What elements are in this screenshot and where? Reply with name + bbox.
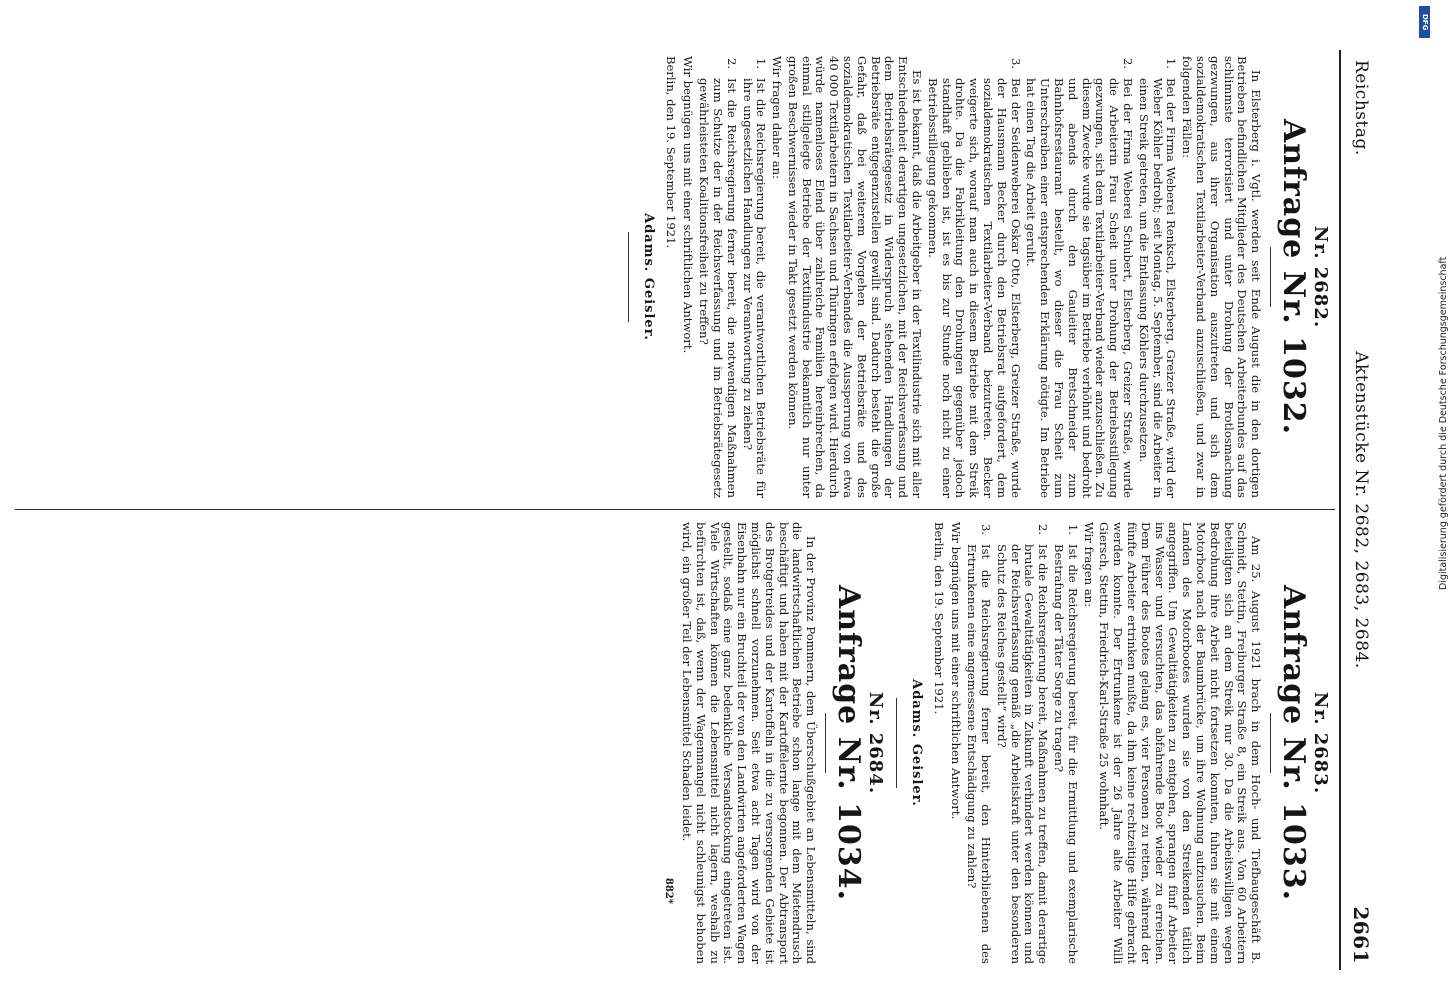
- section-end-rule: [628, 232, 629, 322]
- closing-line: Wir begnügen uns mit einer schriftlichen Antwort.: [681, 56, 696, 354]
- header-left: Reichstag.: [1351, 60, 1371, 156]
- header-rule: [1339, 50, 1341, 970]
- column-separator: [15, 509, 1335, 510]
- item-number: 1.: [754, 58, 769, 70]
- question-item: [740, 56, 768, 498]
- item-number: 1.: [1164, 58, 1179, 70]
- title-rule: [825, 713, 826, 773]
- item-number: 3.: [1008, 58, 1023, 70]
- printer-signature: 882*: [663, 877, 675, 904]
- intro-paragraph-2: In der Provinz Pommern, dem Überschußgebiet an Lebensmitteln, sind die landwirtschaftlichen Betriebe schon lange mit dem Mietendrusch beschäftigt und haben mit der Kartoffelernte begonnen. Der Abtransport des Brotgetreides und der Kartoffeln in die zu versorgenden Gebiete ist möglichst schnell vorzunehmen. Seit etwa acht Tagen wird von der Eisenbahn nur ein Bruchteil der von den Landwirten angeforderten Wagen gestellt, sodaß eine ganz bedenkliche Versandstockung eingetreten ist. Viele Wirtschaften können die Lebensmittel nicht lagern, weshalb zu befürchten ist, daß, wenn der Wagenmangel nicht schleunigst behoben wird, ein großer Teil der Lebensmittel Schaden leidet.: [680, 522, 819, 964]
- item-number: 2.: [1036, 524, 1051, 536]
- intro-paragraph: In Elsterberg i. Vgtl. werden seit Ende August die in den dortigen Betrieben befindlichen Mitglieder des Deutschen Arbeiterbundes auf das schlimmste terrorisiert und unter Drohung der Brotlosmachung gezwungen, aus ihrer Organisation auszutreten und sich dem sozialdemokratischen Textilarbeiter-Verband anzuschließen, und zwar in folgenden Fällen:: [1180, 56, 1264, 498]
- running-header: [1343, 50, 1375, 970]
- item-text: Ist die Reichsregierung ferner bereit, den Hinterbliebenen des Ertrunkenen eine angemessene Entschädigung zu zahlen?: [965, 544, 994, 964]
- question-item: [1051, 522, 1079, 964]
- signatories: Adams. Geisler.: [908, 679, 924, 807]
- digitization-attribution: Digitalisierung gefördert durch die Deutsche Forschungsgemeinschaft: [1438, 256, 1449, 590]
- rotated-document-page: [5, 50, 1375, 970]
- question-intro: Wir fragen daher an:: [770, 56, 785, 180]
- intro-paragraph: Am 25. August 1921 brach in dem Hoch- und Tiefbaugeschäft B. Schmidt, Stettin, Freiburger Straße 8, ein Streik aus. Von 60 Arbeitern beteiligten sich an dem Streik nur 30. Da die Arbeitswilligen wegen Bedrohung ihre Arbeit nicht fortsetzen konnten, fuhren sie mit einem Motorboot nach der Baumbrücke, um ihre Wohnung aufzusuchen. Beim Landen des Motorbootes wurden sie von den Streikenden tätlich angegriffen. Um Gewalttätigkeiten zu entgehen, sprangen fünf Arbeiter ins Wasser und versuchten, das abfahrende Boot wieder zu erreichen. Dem Führer des Bootes gelang es, vier Personen zu retten, während der fünfte Arbeiter ertrinken mußte, da ihm keine rechtzeitige Hilfe gebracht werden konnte. Der Ertrunkene ist der 26 Jahre alte Arbeiter Willi Giersch, Stettin, Friedrich-Karl-Straße 25 wohnhaft.: [1097, 522, 1264, 964]
- document-title-2: Anfrage Nr. 1034.: [831, 584, 867, 902]
- closing-line: Wir begnügen uns mit einer schriftlichen Antwort.: [949, 522, 964, 820]
- list-item: [925, 56, 1022, 498]
- right-column: [662, 522, 1331, 964]
- item-text: Bei der Firma Weberei Schubert, Elsterberg, Greizer Straße, wurde die Arbeiterin Frau Scheit unter Drohung der Betriebsstillegung gezwungen, sich dem Textilarbeiter-Verband wieder anzuschließen. Zu diesem Zwecke wurde sie tagsüber im Betriebe verhöhnt und bedroht und abends durch den Gauleiter Bretschneider zum Bahnhofsrestaurant bestellt, wo dieser die Frau Scheit zum Unterschreiben einer entsprechenden Erklärung nötigte. Im Betriebe hat einen Tag die Arbeit geruht.: [1024, 78, 1136, 498]
- left-column: [628, 56, 1331, 498]
- title-rule: [1270, 713, 1271, 773]
- item-text: Bei der Firma Weberei Renksch, Elsterberg, Greizer Straße, wird der Weber Köhler bedroht; seit Montag, 5. September, sind die Arbeiter in einen Streik getreten, um die Entlassung Köhlers durchzusetzen.: [1136, 78, 1179, 498]
- item-number: 3.: [979, 524, 994, 536]
- header-center: Aktenstücke Nr. 2682, 2683, 2684.: [1351, 351, 1371, 669]
- dfg-logo-icon: DFG: [1419, 6, 1430, 38]
- date-line: Berlin, den 19. September 1921.: [931, 522, 946, 715]
- document-number-2: Nr. 2684.: [865, 691, 887, 795]
- item-number: 2.: [724, 58, 739, 70]
- title-rule: [1270, 247, 1271, 307]
- page-number: 2661: [1349, 906, 1373, 964]
- item-text: Ist die Reichsregierung bereit, für die Ermittlung und exemplarische Bestrafung der Täter Sorge zu tragen?: [1052, 544, 1080, 964]
- signatories: Adams. Geisler.: [640, 213, 656, 341]
- document-title: Anfrage Nr. 1032.: [1276, 118, 1312, 436]
- item-number: 1.: [1065, 524, 1080, 536]
- list-item: [1136, 56, 1177, 498]
- question-item: [696, 56, 737, 498]
- question-item: [964, 522, 992, 964]
- item-text: Bei der Seidenweberei Oskar Otto, Elsterberg, Greizer Straße, wurde der Hausmann Becker durch den Betriebsrat aufgefordert, dem sozialdemokratischen Textilarbeiter-Verband beizutreten. Becker weigerte sich, worauf man auch in diesem Betriebe mit dem Streik drohte. Da die Fabrikleitung den Drohungen gegenüber jedoch standhaft geblieben ist, ist es bis zur Stunde noch nicht zu einer Betriebsstillegung gekommen.: [925, 78, 1023, 498]
- question-intro: Wir fragen an:: [1081, 522, 1096, 608]
- date-line: Berlin, den 19. September 1921.: [663, 56, 678, 249]
- body-paragraph: Es ist bekannt, daß die Arbeitgeber in der Textilindustrie sich mit aller Entschiedenheit derartigen ungesetzlichen, mit der Reichsverfassung und dem Betriebsrätegesetz in Widerspruch stehenden Handlungen der Betriebsräte entgegenzustellen gewillt sind. Dadurch besteht die große Gefahr, daß bei weiterem Vorgehen der Betriebsräte und des sozialdemokratischen Textilarbeiter-Verbandes die Aussperrung von etwa 40 000 Textilarbeitern in Sachsen und Thüringen erfolgen wird. Hierdurch würde namenloses Elend über zahlreiche Familien hereinbrechen, da einmal stillgelegte Betriebe der Textilindustrie bekanntlich nur unter großen Beschwernissen wieder in Takt gesetzt werden können.: [785, 56, 925, 498]
- question-item: [994, 522, 1049, 964]
- document-number: Nr. 2682.: [1310, 225, 1331, 329]
- item-text: Ist die Reichsregierung bereit, Maßnahmen zu treffen, damit derartige brutale Gewalttätigkeiten in Zukunft verhindert werden können und der Reichsverfassung gemäß „die Arbeitskraft unter den besonderen Schutz des Reiches gestellt“ wird?: [994, 544, 1051, 964]
- section-end-rule: [896, 698, 897, 788]
- item-text: Ist die Reichsregierung bereit, die verantwortlichen Betriebsräte für ihre ungesetzlichen Handlungen zur Verantwortung zu ziehen?: [740, 78, 769, 498]
- document-number: Nr. 2683.: [1310, 691, 1331, 795]
- item-text: Ist die Reichsregierung ferner bereit, die notwendigen Maßnahmen zum Schutze der in der Reichsverfassung und im Betriebsrätegesetz gewährleisteten Koalitionsfreiheit zu treffen?: [697, 78, 739, 498]
- document-title: Anfrage Nr. 1033.: [1276, 584, 1312, 902]
- item-number: 2.: [1121, 58, 1136, 70]
- list-item: [1024, 56, 1134, 498]
